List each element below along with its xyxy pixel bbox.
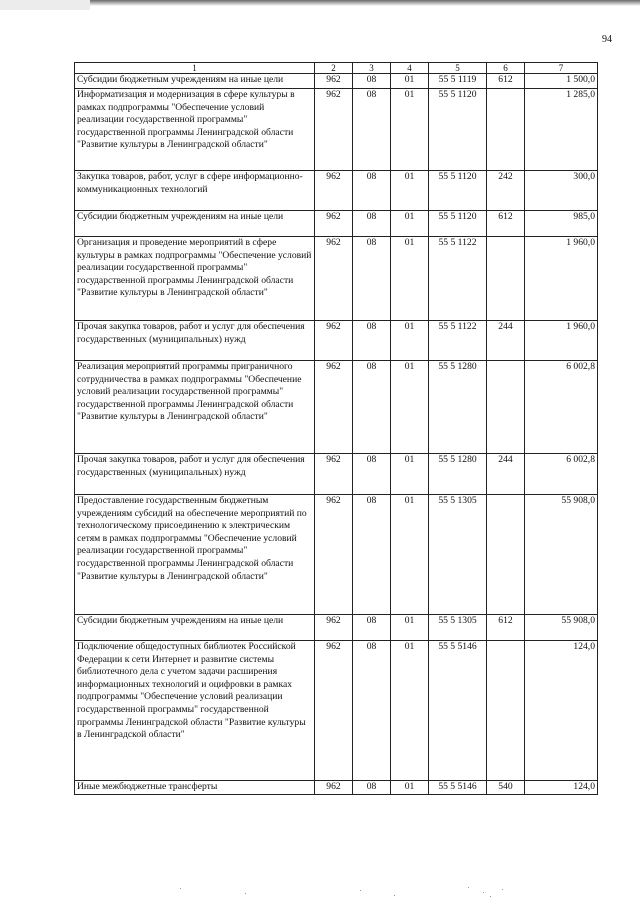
row-expense-type <box>487 237 525 321</box>
row-subsection-code: 01 <box>391 237 429 321</box>
row-target-article: 55 5 5146 <box>429 781 487 795</box>
row-amount: 300,0 <box>525 171 598 211</box>
row-expense-type: 244 <box>487 321 525 361</box>
row-section-code: 08 <box>353 615 391 641</box>
row-ministry-code: 962 <box>315 454 353 495</box>
row-subsection-code: 01 <box>391 89 429 171</box>
row-target-article: 55 5 5146 <box>429 641 487 781</box>
row-name: Субсидии бюджетным учреждениям на иные цели <box>75 615 315 641</box>
col-header-3: 3 <box>353 63 391 74</box>
col-header-1: 1 <box>75 63 315 74</box>
scan-edge <box>0 0 640 6</box>
row-name: Подключение общедоступных библиотек Российской Федерации к сети Интернет и развитие системы библиотечного дела с учетом задачи расширения информационных технологий и оцифровки в рамках подпрограммы "Обеспечение условий реализации государственной программы" государственной программы Ленинградской области "Развитие культуры в Ленинградской области" <box>75 641 315 781</box>
row-name: Субсидии бюджетным учреждениям на иные цели <box>75 74 315 89</box>
row-section-code: 08 <box>353 89 391 171</box>
row-section-code: 08 <box>353 321 391 361</box>
row-name: Закупка товаров, работ, услуг в сфере информационно-коммуникационных технологий <box>75 171 315 211</box>
row-section-code: 08 <box>353 171 391 211</box>
row-target-article: 55 5 1120 <box>429 89 487 171</box>
row-expense-type <box>487 495 525 615</box>
row-target-article: 55 5 1119 <box>429 74 487 89</box>
row-subsection-code: 01 <box>391 641 429 781</box>
row-section-code: 08 <box>353 211 391 237</box>
row-ministry-code: 962 <box>315 321 353 361</box>
header-row <box>75 63 598 74</box>
row-ministry-code: 962 <box>315 211 353 237</box>
row-expense-type: 612 <box>487 615 525 641</box>
table-row <box>75 89 598 171</box>
table-row <box>75 321 598 361</box>
row-name: Организация и проведение мероприятий в сфере культуры в рамках подпрограммы "Обеспечение условий реализации государственной программы" государственной программы Ленинградской области "Развитие культуры в Ленинградской области" <box>75 237 315 321</box>
scan-corner-mark <box>0 0 90 10</box>
page-number: 94 <box>602 34 612 45</box>
scan-specks <box>150 884 550 900</box>
row-name: Реализация мероприятий программы приграничного сотрудничества в рамках подпрограммы "Обеспечение условий реализации государственной программы" государственной программы Ленинградской области "Развитие культуры в Ленинградской области" <box>75 361 315 454</box>
budget-table <box>74 62 598 795</box>
row-expense-type <box>487 641 525 781</box>
row-expense-type: 612 <box>487 74 525 89</box>
row-target-article: 55 5 1280 <box>429 454 487 495</box>
row-name: Прочая закупка товаров, работ и услуг для обеспечения государственных (муниципальных) нужд <box>75 321 315 361</box>
row-amount: 985,0 <box>525 211 598 237</box>
table-row <box>75 454 598 495</box>
row-subsection-code: 01 <box>391 74 429 89</box>
row-ministry-code: 962 <box>315 361 353 454</box>
row-ministry-code: 962 <box>315 89 353 171</box>
row-section-code: 08 <box>353 641 391 781</box>
row-subsection-code: 01 <box>391 615 429 641</box>
row-name: Иные межбюджетные трансферты <box>75 781 315 795</box>
row-amount: 1 960,0 <box>525 321 598 361</box>
row-ministry-code: 962 <box>315 615 353 641</box>
row-section-code: 08 <box>353 361 391 454</box>
row-name: Информатизация и модернизация в сфере культуры в рамках подпрограммы "Обеспечение условий реализации государственной программы" государственной программы Ленинградской области "Развитие культуры в Ленинградской области" <box>75 89 315 171</box>
row-section-code: 08 <box>353 237 391 321</box>
col-header-6: 6 <box>487 63 525 74</box>
row-expense-type <box>487 361 525 454</box>
table-row <box>75 74 598 89</box>
row-name: Предоставление государственным бюджетным учреждениям субсидий на обеспечение мероприятий по технологическому присоединению к электрическим сетям в рамках подпрограммы "Обеспечение условий реализации государственной программы" государственной программы Ленинградской области "Развитие культуры в Ленинградской области" <box>75 495 315 615</box>
row-ministry-code: 962 <box>315 641 353 781</box>
row-expense-type: 242 <box>487 171 525 211</box>
row-subsection-code: 01 <box>391 495 429 615</box>
row-subsection-code: 01 <box>391 454 429 495</box>
row-ministry-code: 962 <box>315 495 353 615</box>
row-target-article: 55 5 1120 <box>429 171 487 211</box>
row-target-article: 55 5 1305 <box>429 615 487 641</box>
row-subsection-code: 01 <box>391 211 429 237</box>
row-subsection-code: 01 <box>391 321 429 361</box>
row-amount: 6 002,8 <box>525 361 598 454</box>
row-amount: 55 908,0 <box>525 615 598 641</box>
row-name: Субсидии бюджетным учреждениям на иные цели <box>75 211 315 237</box>
row-subsection-code: 01 <box>391 171 429 211</box>
row-section-code: 08 <box>353 454 391 495</box>
col-header-2: 2 <box>315 63 353 74</box>
table-row <box>75 641 598 781</box>
row-expense-type: 612 <box>487 211 525 237</box>
row-section-code: 08 <box>353 495 391 615</box>
row-target-article: 55 5 1280 <box>429 361 487 454</box>
row-target-article: 55 5 1122 <box>429 237 487 321</box>
row-subsection-code: 01 <box>391 781 429 795</box>
col-header-7: 7 <box>525 63 598 74</box>
row-section-code: 08 <box>353 781 391 795</box>
row-subsection-code: 01 <box>391 361 429 454</box>
col-header-5: 5 <box>429 63 487 74</box>
table-row <box>75 495 598 615</box>
table-row <box>75 171 598 211</box>
row-ministry-code: 962 <box>315 74 353 89</box>
row-amount: 6 002,8 <box>525 454 598 495</box>
row-target-article: 55 5 1120 <box>429 211 487 237</box>
row-ministry-code: 962 <box>315 237 353 321</box>
table-row <box>75 361 598 454</box>
row-target-article: 55 5 1122 <box>429 321 487 361</box>
row-amount: 55 908,0 <box>525 495 598 615</box>
row-amount: 1 285,0 <box>525 89 598 171</box>
table-row <box>75 211 598 237</box>
table-row <box>75 237 598 321</box>
row-amount: 1 500,0 <box>525 74 598 89</box>
row-amount: 124,0 <box>525 641 598 781</box>
col-header-4: 4 <box>391 63 429 74</box>
row-ministry-code: 962 <box>315 171 353 211</box>
row-target-article: 55 5 1305 <box>429 495 487 615</box>
row-section-code: 08 <box>353 74 391 89</box>
row-expense-type <box>487 89 525 171</box>
row-expense-type: 244 <box>487 454 525 495</box>
row-name: Прочая закупка товаров, работ и услуг для обеспечения государственных (муниципальных) нужд <box>75 454 315 495</box>
table-row <box>75 615 598 641</box>
row-ministry-code: 962 <box>315 781 353 795</box>
table-row <box>75 781 598 795</box>
row-amount: 1 960,0 <box>525 237 598 321</box>
row-amount: 124,0 <box>525 781 598 795</box>
row-expense-type: 540 <box>487 781 525 795</box>
